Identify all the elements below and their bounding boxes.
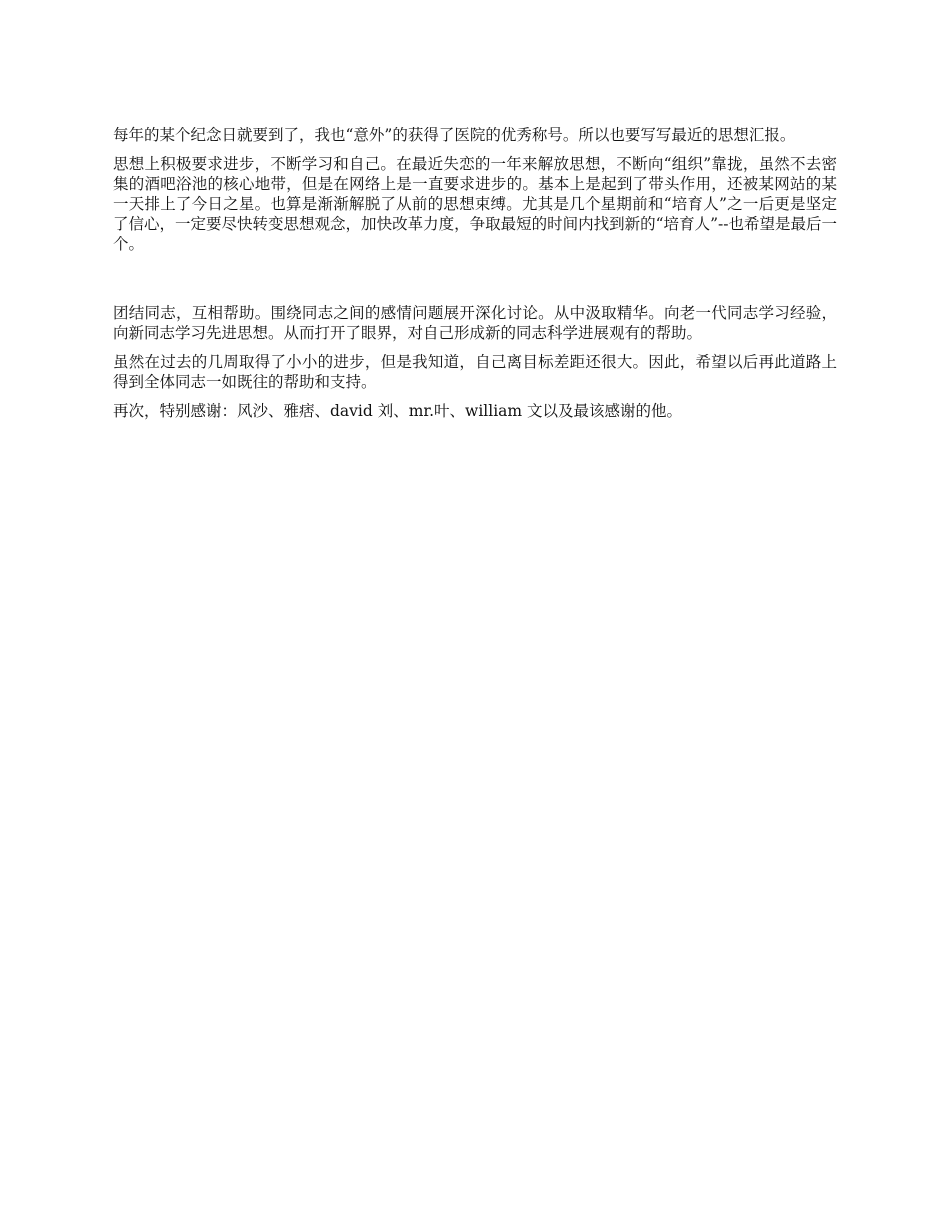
paragraph-gap xyxy=(113,263,837,303)
paragraph-2: 思想上积极要求进步，不断学习和自己。在最近失恋的一年来解放思想，不断向“组织”靠拢，虽然不去密集的酒吧浴池的核心地带，但是在网络上是一直要求进步的。基本上是起到了带头作用，还被某网站的某一天排上了今日之星。也算是渐渐解脱了从前的思想束缚。尤其是几个星期前和“培育人”之一后更是坚定了信心，一定要尽快转变思想观念，加快改革力度，争取最短的时间内找到新的“培育人”--也希望是最后一个。 xyxy=(113,155,837,253)
paragraph-1: 每年的某个纪念日就要到了，我也“意外”的获得了医院的优秀称号。所以也要写写最近的思想汇报。 xyxy=(113,126,796,144)
paragraph-5: 再次，特别感谢：风沙、雅痞、david 刘、mr.叶、william 文以及最该感谢的他。 xyxy=(113,402,683,420)
paragraph-4: 虽然在过去的几周取得了小小的进步，但是我知道，自己离目标差距还很大。因此，希望以后再此道路上得到全体同志一如既往的帮助和支持。 xyxy=(113,353,837,391)
document-body xyxy=(113,125,837,430)
paragraph-3: 团结同志，互相帮助。围绕同志之间的感情问题展开深化讨论。从中汲取精华。向老一代同志学习经验，向新同志学习先进思想。从而打开了眼界，对自己形成新的同志科学进展观有的帮助。 xyxy=(113,304,837,342)
